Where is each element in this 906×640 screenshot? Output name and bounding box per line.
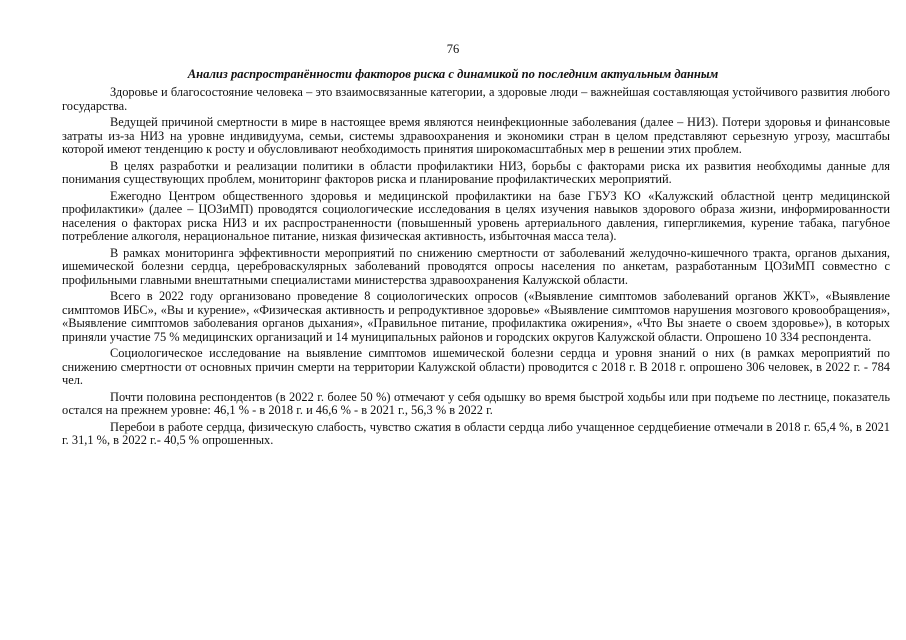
paragraph-annual-surveys: Ежегодно Центром общественного здоровья и медицинской профилактики на базе ГБУЗ КО «Калужский областной центр медицинской профилактики» (далее – ЦОЗиМП) проводятся социологические исследования в целях изучения навыков здорового образа жизни, информированности населения о факторах риска НИЗ и их распространенности (повышенный уровень артериального давления, гипергликемия, курение табака, пагубное потребление алкоголя, нерациональное питание, низкая физическая активность, избыточная масса тела). xyxy=(62,188,890,243)
paragraph-ihd-study: Социологическое исследование на выявление симптомов ишемической болезни сердца и уровня знаний о них (в рамках мероприятий по снижению смертности от основных причин смерти на территории Калужской области) проводится с 2018 г. В 2018 г. опрошено 306 человек, в 2022 г. - 784 чел. xyxy=(62,346,890,387)
section-title: Анализ распространённости факторов риска с динамикой по последним актуальным данным xyxy=(187,67,719,81)
paragraph-health-wellbeing: Здоровье и благосостояние человека – это взаимосвязанные категории, а здоровые люди – важнейшая составляющая устойчивого развития любого государства. xyxy=(62,85,890,113)
paragraph-dyspnea: Почти половина респондентов (в 2022 г. более 50 %) отмечают у себя одышку во время быстрой ходьбы или при подъеме по лестнице, показатель остался на прежнем уровне: 46,1 % - в 2018 г. и 46,6 % - в 2021 г., 56,3 % в 2022 г. xyxy=(62,389,890,417)
page-number: 76 xyxy=(446,42,460,56)
paragraph-monitoring: В рамках мониторинга эффективности мероприятий по снижению смертности от заболеваний желудочно-кишечного тракта, органов дыхания, ишемической болезни сердца, цереброваскулярных заболеваний проводятся опросы населения по анкетам, разработанным ЦОЗиМП совместно с профильными главными внештатными специалистами министерства здравоохранения Калужской области. xyxy=(62,245,890,287)
paragraph-prevention-policy: В целях разработки и реализации политики в области профилактики НИЗ, борьбы с факторами риска их развития необходимы данные для понимания существующих проблем, мониторинг факторов риска и планирование профилактических мероприятий. xyxy=(62,158,890,186)
paragraph-ncd-mortality: Ведущей причиной смертности в мире в настоящее время являются неинфекционные заболевания (далее – НИЗ). Потери здоровья и финансовые затраты из-за НИЗ на уровне индивидуума, семьи, системы здравоохранения и экономики стран в целом представляют серьезную угрозу, масштабы которой имеют тенденцию к росту и обусловливают необходимость принятия широкомасштабных мер в решении этих проблем. xyxy=(62,115,890,156)
body-text xyxy=(62,86,890,448)
paragraph-heart-symptoms: Перебои в работе сердца, физическую слабость, чувство сжатия в области сердца либо учащенное сердцебиение отмечали в 2018 г. 65,4 %, в 2021 г. 31,1 %, в 2022 г.- 40,5 % опрошенных. xyxy=(62,419,890,447)
paragraph-2022-surveys: Всего в 2022 году организовано проведение 8 социологических опросов («Выявление симптомов заболеваний органов ЖКТ», «Выявление симптомов ИБС», «Вы и курение», «Физическая активность и репродуктивное здоровье» «Выявление симптомов нарушения мозгового кровообращения», «Выявление симптомов заболевания органов дыхания», «Правильное питание, профилактика ожирения», «Что Вы знаете о своем здоровье»), в которых приняли участие 75 % медицинских организаций и 14 муниципальных районов и городских округов Калужской области. Опрошено 10 334 респондента. xyxy=(62,289,890,344)
